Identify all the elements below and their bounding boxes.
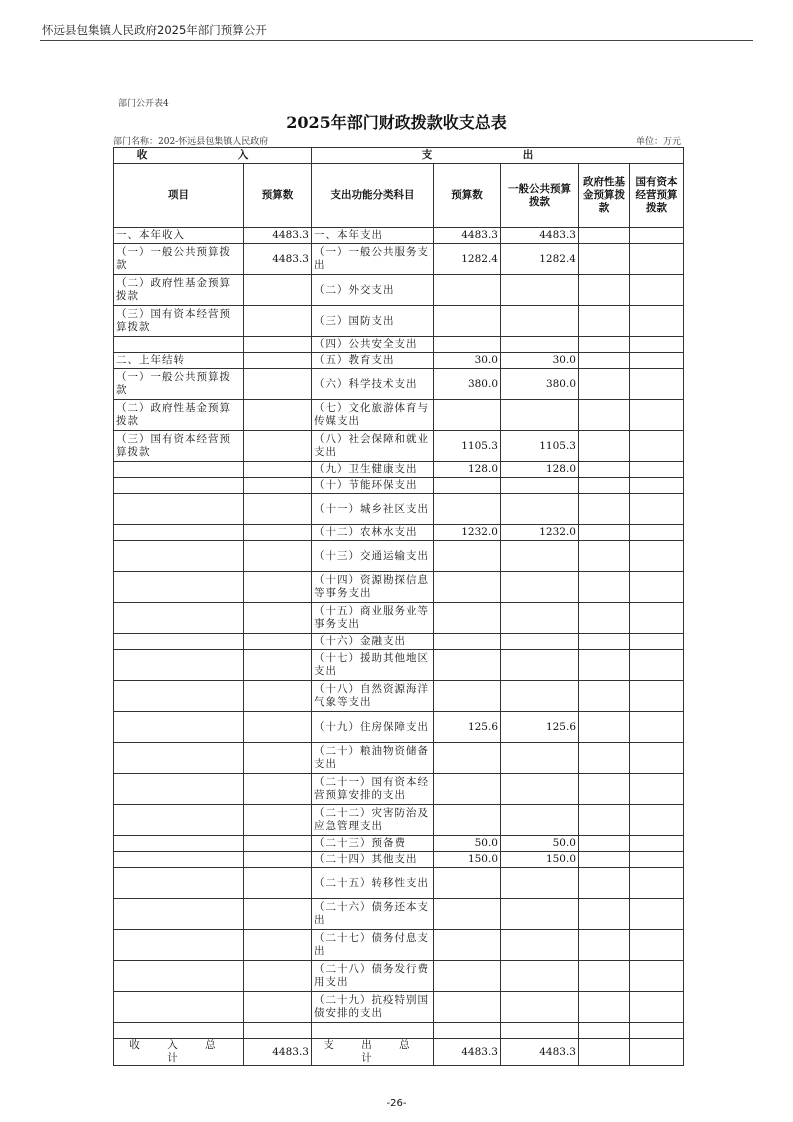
expense-item-cell: （二十九）抗疫特别国债安排的支出	[312, 992, 434, 1023]
income-item-cell	[114, 992, 244, 1023]
table-row	[114, 337, 684, 353]
table-row	[114, 743, 684, 774]
gov-fund-cell	[579, 805, 630, 836]
department-name: 部门名称：202-怀远县包集镇人民政府	[113, 137, 269, 147]
income-item-cell	[114, 650, 244, 681]
expense-item-cell: （十八）自然资源海洋气象等支出	[312, 681, 434, 712]
income-budget-cell	[244, 525, 312, 541]
income-budget-cell	[244, 369, 312, 400]
gov-fund-cell	[579, 852, 630, 868]
gov-fund-cell	[579, 930, 630, 961]
table-row	[114, 961, 684, 992]
expense-budget-cell	[434, 572, 501, 603]
income-item-cell: 二、上年结转	[114, 353, 244, 369]
income-item-cell: 收 入 总 计	[114, 1039, 244, 1066]
general-budget-cell	[501, 743, 579, 774]
income-budget-cell	[244, 541, 312, 572]
state-capital-cell	[630, 1023, 684, 1039]
expense-budget-cell	[434, 337, 501, 353]
income-budget-cell	[244, 462, 312, 478]
general-budget-cell	[501, 306, 579, 337]
gov-fund-cell	[579, 899, 630, 930]
table-row	[114, 275, 684, 306]
column-header-row	[114, 164, 684, 228]
income-item-cell: （三）国有资本经营预算拨款	[114, 306, 244, 337]
state-capital-cell	[630, 899, 684, 930]
table-row	[114, 852, 684, 868]
general-budget-cell: 380.0	[501, 369, 579, 400]
income-budget-cell	[244, 572, 312, 603]
state-capital-cell	[630, 852, 684, 868]
table-body	[114, 228, 684, 1066]
budget-table	[113, 147, 684, 1066]
state-capital-cell	[630, 369, 684, 400]
state-capital-cell	[630, 353, 684, 369]
income-budget-cell	[244, 899, 312, 930]
expense-budget-cell	[434, 681, 501, 712]
income-budget-cell: 4483.3	[244, 228, 312, 244]
general-budget-cell	[501, 899, 579, 930]
income-budget-cell	[244, 478, 312, 494]
expense-budget-cell	[434, 275, 501, 306]
table-row	[114, 650, 684, 681]
general-budget-cell	[501, 572, 579, 603]
state-capital-cell	[630, 603, 684, 634]
table-row	[114, 634, 684, 650]
gov-fund-cell	[579, 1039, 630, 1066]
running-header: 怀远县包集镇人民政府2025年部门预算公开	[42, 23, 267, 37]
expense-budget-cell: 50.0	[434, 836, 501, 852]
general-budget-cell	[501, 992, 579, 1023]
table-row	[114, 836, 684, 852]
income-budget-cell	[244, 494, 312, 525]
expense-item-cell: （二十八）债务发行费用支出	[312, 961, 434, 992]
expense-item-cell: （二十）粮油物资储备支出	[312, 743, 434, 774]
state-capital-cell	[630, 244, 684, 275]
income-item-cell: （一）一般公共预算拨款	[114, 244, 244, 275]
table-row	[114, 244, 684, 275]
state-capital-cell	[630, 572, 684, 603]
income-item-cell	[114, 337, 244, 353]
income-budget-cell	[244, 337, 312, 353]
expense-item-cell: （十一）城乡社区支出	[312, 494, 434, 525]
table-row	[114, 992, 684, 1023]
income-item-cell: （三）国有资本经营预算拨款	[114, 431, 244, 462]
table-row	[114, 805, 684, 836]
table-row	[114, 400, 684, 431]
expense-budget-cell	[434, 930, 501, 961]
income-item-cell: 一、本年收入	[114, 228, 244, 244]
gov-fund-cell	[579, 650, 630, 681]
income-budget-cell	[244, 275, 312, 306]
col-header-state-capital: 国有资本经营预算拨款	[630, 164, 684, 228]
general-budget-cell	[501, 634, 579, 650]
expense-budget-cell: 150.0	[434, 852, 501, 868]
income-item-cell	[114, 541, 244, 572]
gov-fund-cell	[579, 681, 630, 712]
general-budget-cell	[501, 868, 579, 899]
col-header-general: 一般公共预算拨款	[501, 164, 579, 228]
state-capital-cell	[630, 478, 684, 494]
gov-fund-cell	[579, 494, 630, 525]
general-budget-cell	[501, 930, 579, 961]
state-capital-cell	[630, 525, 684, 541]
expense-item-cell: （九）卫生健康支出	[312, 462, 434, 478]
expense-budget-cell	[434, 478, 501, 494]
page-number: -26-	[386, 1098, 407, 1109]
expense-budget-cell	[434, 992, 501, 1023]
general-budget-cell	[501, 478, 579, 494]
expense-budget-cell	[434, 774, 501, 805]
general-budget-cell	[501, 961, 579, 992]
income-item-cell	[114, 462, 244, 478]
expense-item-cell	[312, 1023, 434, 1039]
section-header-row	[114, 148, 684, 164]
expense-budget-cell	[434, 541, 501, 572]
gov-fund-cell	[579, 400, 630, 431]
income-budget-cell	[244, 961, 312, 992]
general-budget-cell: 125.6	[501, 712, 579, 743]
expense-budget-cell	[434, 899, 501, 930]
income-item-cell	[114, 743, 244, 774]
table-row	[114, 1023, 684, 1039]
gov-fund-cell	[579, 478, 630, 494]
expense-budget-cell	[434, 494, 501, 525]
state-capital-cell	[630, 306, 684, 337]
table-row	[114, 525, 684, 541]
general-budget-cell	[501, 774, 579, 805]
form-code: 部门公开表4	[118, 99, 169, 109]
state-capital-cell	[630, 743, 684, 774]
expense-budget-cell	[434, 805, 501, 836]
general-budget-cell	[501, 1023, 579, 1039]
state-capital-cell	[630, 681, 684, 712]
income-item-cell	[114, 634, 244, 650]
general-budget-cell	[501, 541, 579, 572]
expense-section-header: 支 出	[312, 148, 684, 164]
income-item-cell	[114, 961, 244, 992]
table-row	[114, 494, 684, 525]
gov-fund-cell	[579, 431, 630, 462]
income-budget-cell	[244, 712, 312, 743]
income-budget-cell: 4483.3	[244, 1039, 312, 1066]
expense-item-cell: （二）外交支出	[312, 275, 434, 306]
expense-budget-cell	[434, 868, 501, 899]
state-capital-cell	[630, 228, 684, 244]
state-capital-cell	[630, 541, 684, 572]
table-row	[114, 369, 684, 400]
income-budget-cell	[244, 805, 312, 836]
income-budget-cell	[244, 400, 312, 431]
income-budget-cell	[244, 306, 312, 337]
expense-item-cell: （十五）商业服务业等事务支出	[312, 603, 434, 634]
income-item-cell	[114, 899, 244, 930]
state-capital-cell	[630, 275, 684, 306]
income-item-cell	[114, 494, 244, 525]
expense-budget-cell: 380.0	[434, 369, 501, 400]
income-budget-cell	[244, 930, 312, 961]
table-row	[114, 1039, 684, 1066]
expense-item-cell: （一）一般公共服务支出	[312, 244, 434, 275]
general-budget-cell	[501, 650, 579, 681]
expense-budget-cell: 125.6	[434, 712, 501, 743]
expense-item-cell: （三）国防支出	[312, 306, 434, 337]
state-capital-cell	[630, 836, 684, 852]
general-budget-cell	[501, 400, 579, 431]
state-capital-cell	[630, 400, 684, 431]
expense-item-cell: （六）科学技术支出	[312, 369, 434, 400]
gov-fund-cell	[579, 743, 630, 774]
table-row	[114, 462, 684, 478]
state-capital-cell	[630, 805, 684, 836]
expense-budget-cell	[434, 743, 501, 774]
gov-fund-cell	[579, 369, 630, 400]
general-budget-cell	[501, 337, 579, 353]
expense-item-cell: （十七）援助其他地区支出	[312, 650, 434, 681]
income-budget-cell	[244, 774, 312, 805]
gov-fund-cell	[579, 337, 630, 353]
gov-fund-cell	[579, 275, 630, 306]
income-budget-cell	[244, 852, 312, 868]
income-item-cell	[114, 836, 244, 852]
expense-budget-cell	[434, 650, 501, 681]
gov-fund-cell	[579, 541, 630, 572]
gov-fund-cell	[579, 228, 630, 244]
general-budget-cell	[501, 275, 579, 306]
expense-item-cell: （四）公共安全支出	[312, 337, 434, 353]
gov-fund-cell	[579, 306, 630, 337]
expense-budget-cell: 1105.3	[434, 431, 501, 462]
income-item-cell	[114, 852, 244, 868]
state-capital-cell	[630, 868, 684, 899]
expense-item-cell: （七）文化旅游体育与传媒支出	[312, 400, 434, 431]
expense-item-cell: （八）社会保障和就业支出	[312, 431, 434, 462]
expense-item-cell: （五）教育支出	[312, 353, 434, 369]
table-row	[114, 868, 684, 899]
income-budget-cell	[244, 431, 312, 462]
income-budget-cell	[244, 836, 312, 852]
table-row	[114, 774, 684, 805]
state-capital-cell	[630, 961, 684, 992]
general-budget-cell: 1105.3	[501, 431, 579, 462]
income-budget-cell	[244, 650, 312, 681]
income-item-cell	[114, 774, 244, 805]
state-capital-cell	[630, 494, 684, 525]
expense-item-cell: （二十四）其他支出	[312, 852, 434, 868]
general-budget-cell	[501, 603, 579, 634]
gov-fund-cell	[579, 353, 630, 369]
col-header-exp-item: 支出功能分类科目	[312, 164, 434, 228]
expense-item-cell: （十三）交通运输支出	[312, 541, 434, 572]
expense-budget-cell: 4483.3	[434, 1039, 501, 1066]
income-item-cell	[114, 712, 244, 743]
income-budget-cell	[244, 868, 312, 899]
col-header-item: 项目	[114, 164, 244, 228]
expense-budget-cell: 1282.4	[434, 244, 501, 275]
state-capital-cell	[630, 634, 684, 650]
expense-budget-cell	[434, 961, 501, 992]
general-budget-cell	[501, 805, 579, 836]
col-header-budget-in: 预算数	[244, 164, 312, 228]
table-row	[114, 899, 684, 930]
table-row	[114, 603, 684, 634]
header-rule	[40, 40, 753, 41]
unit-label: 单位：万元	[635, 137, 681, 147]
gov-fund-cell	[579, 634, 630, 650]
income-budget-cell	[244, 681, 312, 712]
page-title: 2025年部门财政拨款收支总表	[286, 113, 507, 132]
gov-fund-cell	[579, 603, 630, 634]
expense-budget-cell	[434, 603, 501, 634]
expense-budget-cell	[434, 306, 501, 337]
general-budget-cell	[501, 681, 579, 712]
income-item-cell	[114, 572, 244, 603]
gov-fund-cell	[579, 572, 630, 603]
gov-fund-cell	[579, 868, 630, 899]
expense-item-cell: （二十六）债务还本支出	[312, 899, 434, 930]
expense-item-cell: （十）节能环保支出	[312, 478, 434, 494]
gov-fund-cell	[579, 712, 630, 743]
gov-fund-cell	[579, 525, 630, 541]
col-header-budget-out: 预算数	[434, 164, 501, 228]
income-budget-cell	[244, 634, 312, 650]
gov-fund-cell	[579, 836, 630, 852]
gov-fund-cell	[579, 992, 630, 1023]
col-header-gov-fund: 政府性基金预算拨款	[579, 164, 630, 228]
income-budget-cell	[244, 603, 312, 634]
table-row	[114, 431, 684, 462]
state-capital-cell	[630, 992, 684, 1023]
general-budget-cell: 128.0	[501, 462, 579, 478]
gov-fund-cell	[579, 462, 630, 478]
gov-fund-cell	[579, 1023, 630, 1039]
expense-item-cell: （二十三）预备费	[312, 836, 434, 852]
general-budget-cell: 50.0	[501, 836, 579, 852]
table-row	[114, 712, 684, 743]
expense-budget-cell	[434, 1023, 501, 1039]
income-budget-cell: 4483.3	[244, 244, 312, 275]
income-item-cell	[114, 478, 244, 494]
table-row	[114, 478, 684, 494]
table-row	[114, 930, 684, 961]
gov-fund-cell	[579, 774, 630, 805]
income-item-cell	[114, 805, 244, 836]
general-budget-cell: 1282.4	[501, 244, 579, 275]
income-item-cell: （一）一般公共预算拨款	[114, 369, 244, 400]
table-row	[114, 306, 684, 337]
general-budget-cell: 4483.3	[501, 1039, 579, 1066]
income-item-cell	[114, 1023, 244, 1039]
expense-item-cell: 一、本年支出	[312, 228, 434, 244]
income-budget-cell	[244, 743, 312, 774]
income-item-cell	[114, 603, 244, 634]
expense-budget-cell: 30.0	[434, 353, 501, 369]
general-budget-cell: 4483.3	[501, 228, 579, 244]
expense-budget-cell: 1232.0	[434, 525, 501, 541]
expense-budget-cell: 4483.3	[434, 228, 501, 244]
income-item-cell	[114, 868, 244, 899]
expense-budget-cell	[434, 634, 501, 650]
expense-budget-cell: 128.0	[434, 462, 501, 478]
income-item-cell	[114, 930, 244, 961]
table-row	[114, 681, 684, 712]
expense-item-cell: （二十一）国有资本经营预算安排的支出	[312, 774, 434, 805]
gov-fund-cell	[579, 961, 630, 992]
income-item-cell: （二）政府性基金预算拨款	[114, 400, 244, 431]
table-row	[114, 541, 684, 572]
income-item-cell	[114, 525, 244, 541]
income-item-cell: （二）政府性基金预算拨款	[114, 275, 244, 306]
state-capital-cell	[630, 774, 684, 805]
general-budget-cell: 1232.0	[501, 525, 579, 541]
expense-item-cell: （十四）资源勘探信息等事务支出	[312, 572, 434, 603]
state-capital-cell	[630, 462, 684, 478]
table-row	[114, 353, 684, 369]
expense-item-cell: （十二）农林水支出	[312, 525, 434, 541]
state-capital-cell	[630, 1039, 684, 1066]
expense-item-cell: 支 出 总 计	[312, 1039, 434, 1066]
table-row	[114, 572, 684, 603]
state-capital-cell	[630, 650, 684, 681]
state-capital-cell	[630, 337, 684, 353]
expense-item-cell: （二十七）债务付息支出	[312, 930, 434, 961]
state-capital-cell	[630, 712, 684, 743]
expense-item-cell: （二十二）灾害防治及应急管理支出	[312, 805, 434, 836]
expense-item-cell: （十六）金融支出	[312, 634, 434, 650]
state-capital-cell	[630, 431, 684, 462]
table-row	[114, 228, 684, 244]
income-section-header: 收 入	[114, 148, 312, 164]
income-item-cell	[114, 681, 244, 712]
income-budget-cell	[244, 353, 312, 369]
general-budget-cell: 150.0	[501, 852, 579, 868]
income-budget-cell	[244, 1023, 312, 1039]
expense-item-cell: （十九）住房保障支出	[312, 712, 434, 743]
expense-item-cell: （二十五）转移性支出	[312, 868, 434, 899]
expense-budget-cell	[434, 400, 501, 431]
general-budget-cell: 30.0	[501, 353, 579, 369]
general-budget-cell	[501, 494, 579, 525]
income-budget-cell	[244, 992, 312, 1023]
gov-fund-cell	[579, 244, 630, 275]
state-capital-cell	[630, 930, 684, 961]
